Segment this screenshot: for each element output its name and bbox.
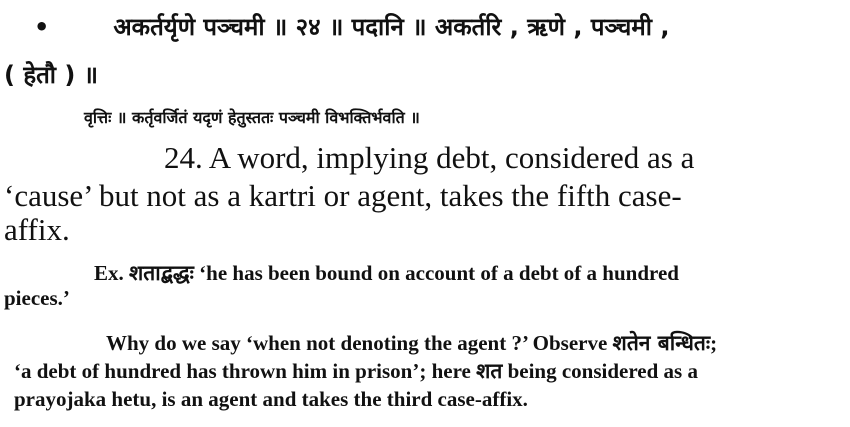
- example-gloss: ‘he has been bound on account of a debt of a hundred: [193, 261, 679, 285]
- why-line-2-sanskrit: शत: [476, 359, 503, 383]
- why-line-1-end: ;: [710, 331, 718, 355]
- sutra-bullet: •: [34, 13, 50, 41]
- example-line-2: pieces.’: [4, 286, 70, 310]
- sutra-heading-continuation: ( हेतौ ) ॥: [4, 61, 99, 89]
- why-line-2: [14, 357, 698, 385]
- translation-line-3: affix.: [4, 212, 70, 247]
- example-sanskrit: शताद्बद्धः: [129, 261, 194, 285]
- why-line-2-text: ‘a debt of hundred has thrown him in prison’; here: [14, 359, 471, 383]
- sutra-heading-line: [34, 10, 669, 43]
- why-line-1-sanskrit: शतेन बन्धितः: [612, 331, 711, 355]
- why-line-1-text: Why do we say ‘when not denoting the agent ?’ Observe: [106, 331, 608, 355]
- sutra-text: अकर्तर्यृणे पञ्चमी ॥ २४ ॥ पदानि ॥ अकर्तरि , ऋणे , पञ्चमी ,: [113, 13, 670, 41]
- example-prefix: Ex.: [94, 261, 124, 285]
- why-line-3: prayojaka hetu, is an agent and takes the third case-affix.: [14, 387, 528, 411]
- vritti-commentary: वृत्तिः ॥ कर्तृवर्जितं यदृणं हेतुस्ततः पञ्चमी विभक्तिर्भवति ॥: [84, 108, 420, 127]
- example-line-1: [94, 259, 679, 287]
- translation-line-1: 24. A word, implying debt, considered as a: [164, 140, 695, 175]
- translation-line-2: ‘cause’ but not as a kartri or agent, takes the fifth case-: [4, 178, 682, 213]
- why-line-1: [106, 329, 717, 357]
- why-line-2-end: being considered as a: [502, 359, 698, 383]
